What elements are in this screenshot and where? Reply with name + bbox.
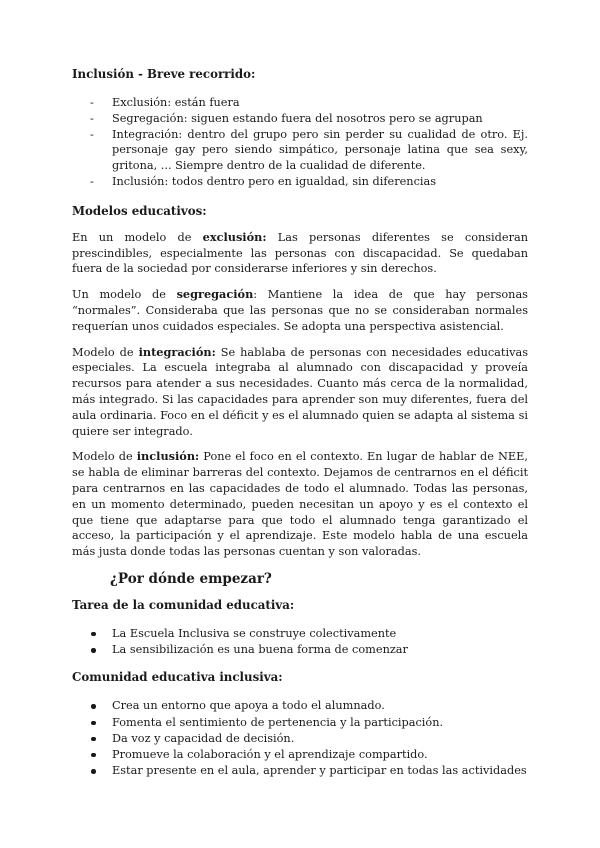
comunidad-heading: Comunidad educativa inclusiva: [72,670,283,685]
modelo-segregacion-paragraph: Un modelo de segregación: Mantiene la idea de que hay personas “normales”. Consideraba que las personas que no se consideraban normales requerían unos cuidados especiales. Se adopta una perspectiva asistencial. [72,287,528,333]
list-item: La Escuela Inclusiva se construye colectivamente [72,626,528,642]
modelo-term: inclusión: [136,449,200,464]
document-page [72,66,528,790]
comunidad-list [72,698,528,779]
list-item: - Integración: dentro del grupo pero sin perder su cualidad de otro. Ej. personaje gay pero siendo simpático, personaje latina que sea sexy, gritona, ... Siempre dentro de la cualidad de diferente. [72,127,528,174]
modelo-inclusion-paragraph: Modelo de inclusión: Pone el foco en el contexto. En lugar de hablar de NEE, se habla de eliminar barreras del contexto. Dejamos de centrarnos en el déficit para centrarnos en las capacidades de todo el alumnado. Todas las personas, en un momento determinado, pueden necesitan un apoyo y es el contexto el que tiene que adaptarse para que todo el alumnado tenga garantizado el acceso, la participación y el aprendizaje. Este modelo habla de una escuela más justa donde todas las personas cuentan y son valoradas. [72,449,528,559]
modelo-exclusion-paragraph: En un modelo de exclusión: Las personas diferentes se consideran prescindibles, especialmente las personas con discapacidad. Se quedaban fuera de la sociedad por considerarse inferiores y sin derechos. [72,229,529,276]
modelos-heading: Modelos educativos: [72,203,207,218]
list-item: Estar presente en el aula, aprender y participar en todas las actividades [72,763,528,779]
modelo-term: integración: [138,344,216,359]
tarea-heading: Tarea de la comunidad educativa: [72,597,295,612]
list-item: Fomenta el sentimiento de pertenencia y la participación. [72,715,528,731]
modelo-term: segregación [176,287,254,302]
list-item: - Exclusión: están fuera [72,95,528,111]
list-item: - Segregación: siguen estando fuera del nosotros pero se agrupan [72,111,528,127]
recorrido-heading: Inclusión - Breve recorrido: [72,67,256,81]
list-item: Promueve la colaboración y el aprendizaje compartido. [72,747,528,763]
modelo-term: exclusión: [202,229,267,244]
list-item: Crea un entorno que apoya a todo el alumnado. [72,698,528,714]
recorrido-list [72,95,528,190]
tarea-list [72,626,528,658]
modelo-integracion-paragraph: Modelo de integración: Se hablaba de personas con necesidades educativas especiales. La escuela integraba al alumnado con discapacidad y proveía recursos para atender a sus necesidades. Cuanto más cerca de la normalidad, más integrado. Si las capacidades para aprender son muy diferentes, fuera del aula ordinaria. Foco en el déficit y es el alumnado quien se adapta al sistema si quiere ser integrado. [72,344,528,438]
list-item: La sensibilización es una buena forma de comenzar [72,642,528,658]
empezar-heading: ¿Por dónde empezar? [110,570,272,587]
list-item: - Inclusión: todos dentro pero en igualdad, sin diferencias [72,174,528,190]
list-item: Da voz y capacidad de decisión. [72,731,528,747]
